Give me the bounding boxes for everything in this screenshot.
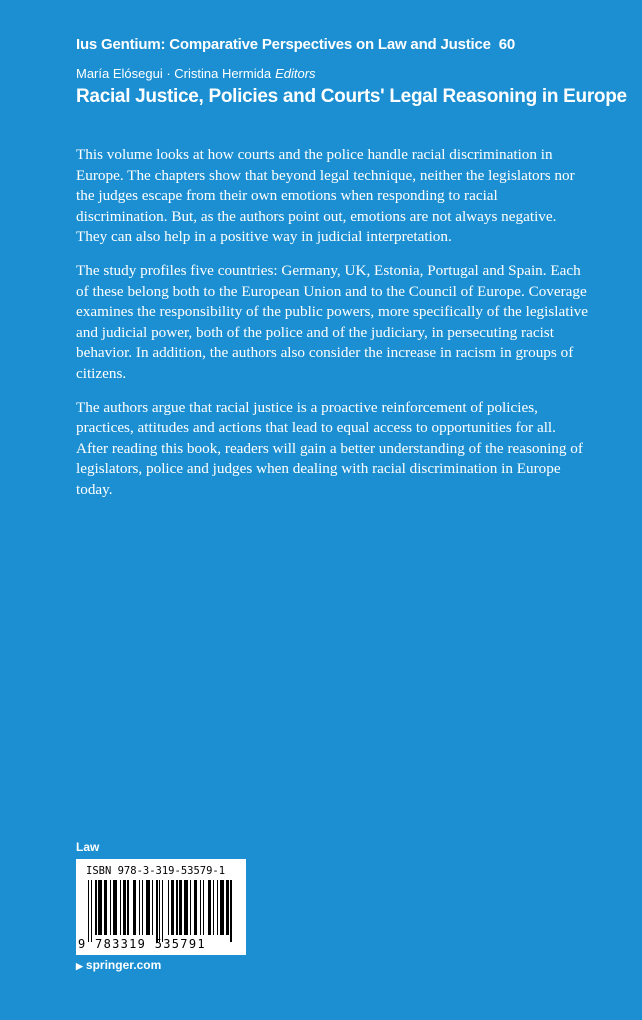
- subject-label: Law: [76, 840, 100, 854]
- barcode-bar: [200, 880, 201, 935]
- barcode-bar: [226, 880, 229, 935]
- barcode-bar: [168, 880, 169, 935]
- editors-role: Editors: [275, 66, 316, 81]
- barcode-bar: [203, 880, 204, 935]
- isbn-barcode: [76, 859, 246, 955]
- barcode-bar: [159, 880, 160, 942]
- barcode-bar: [156, 880, 157, 942]
- barcode-bar: [171, 880, 174, 935]
- blurb-paragraph-1: This volume looks at how courts and the police handle racial discrimination in Europe. The chapters show that beyond legal technique, neither the legislators nor the judges escape from their own emotions when responding to racial discrimination. But, as the authors point out, emotions are not always negative. They can also help in a positive way in judicial interpretation.: [76, 146, 575, 246]
- barcode-bar: [194, 880, 197, 935]
- barcode-digits: 9 783319 535791: [78, 937, 206, 951]
- arrow-right-icon: ▶: [76, 961, 83, 971]
- barcode-bar: [120, 880, 121, 935]
- blurb-paragraph-2: The study profiles five countries: Germany, UK, Estonia, Portugal and Spain. Each of these belong both to the European Union and to the Council of Europe. Coverage examines the responsibility of the public powers, more specifically of the legislative and judicial power, both of the police and of the judiciary, in persecuting racist behavior. In addition, the authors also consider the increase in racism in groups of citizens.: [76, 261, 589, 382]
- barcode-bar: [152, 880, 153, 935]
- barcode-bar: [95, 880, 96, 935]
- editors-line: [76, 66, 316, 81]
- barcode-bars: [88, 880, 234, 942]
- barcode-bar: [184, 880, 188, 935]
- barcode-bar: [127, 880, 128, 935]
- barcode-bar: [98, 880, 102, 935]
- editor-names: María Elósegui · Cristina Hermida: [76, 66, 272, 81]
- barcode-bar: [190, 880, 191, 935]
- series-volume: 60: [498, 36, 516, 53]
- isbn-label: ISBN 978-3-319-53579-1: [86, 865, 226, 877]
- barcode-bar: [110, 880, 111, 935]
- barcode-bar: [139, 880, 140, 935]
- barcode-bar: [146, 880, 150, 935]
- barcode-bar: [217, 880, 218, 935]
- barcode-bar: [176, 880, 177, 935]
- barcode-bar: [113, 880, 117, 935]
- series-name: Ius Gentium: Comparative Perspectives on Law and Justice: [76, 36, 491, 53]
- blurb-paragraph-3: The authors argue that racial justice is a proactive reinforcement of policies, practices, attitudes and actions that lead to equal access to opportunities for all. After reading this book, readers will gain a better understanding of the reasoning of legislators, police and judges when dealing with racial discrimination in Europe today.: [76, 398, 583, 498]
- website-link[interactable]: [76, 958, 161, 972]
- barcode-bar: [220, 880, 224, 935]
- barcode-bar: [123, 880, 126, 935]
- barcode-bar: [88, 880, 89, 942]
- website-text: springer.com: [85, 958, 162, 972]
- barcode-bar: [91, 880, 92, 942]
- barcode-bar: [213, 880, 214, 935]
- barcode-bar: [208, 880, 211, 935]
- barcode-bar: [230, 880, 231, 942]
- barcode-bar: [133, 880, 136, 935]
- series-line: [76, 36, 515, 53]
- barcode-bar: [162, 880, 163, 942]
- barcode-bar: [179, 880, 182, 935]
- blurb: [76, 145, 590, 514]
- book-title: Racial Justice, Policies and Courts' Legal Reasoning in Europe: [76, 86, 627, 107]
- barcode-bar: [104, 880, 107, 935]
- barcode-bar: [142, 880, 143, 935]
